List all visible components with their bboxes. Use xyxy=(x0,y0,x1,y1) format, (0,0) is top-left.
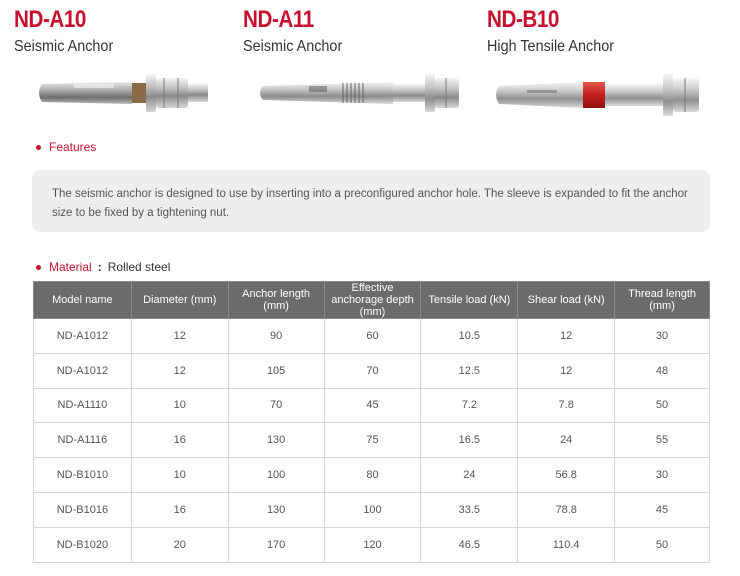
cell-anchor-length: 70 xyxy=(228,388,324,423)
product-code: ND-A11 xyxy=(243,6,314,33)
cell-shear-load: 110.4 xyxy=(518,527,615,562)
material-value: Rolled steel xyxy=(107,260,171,274)
cell-effective-depth: 120 xyxy=(324,527,421,562)
spec-table xyxy=(33,281,710,563)
product-nd-a11 xyxy=(243,6,353,56)
material-label: Material xyxy=(49,260,92,274)
cell-model: ND-A1116 xyxy=(34,423,132,458)
cell-model: ND-A1110 xyxy=(34,388,132,423)
cell-shear-load: 7.8 xyxy=(518,388,615,423)
header-anchor-length: Anchor length (mm) xyxy=(228,282,324,319)
seismic-anchor-image xyxy=(243,64,463,124)
table-row xyxy=(34,492,710,527)
cell-diameter: 10 xyxy=(131,388,228,423)
cell-tensile-load: 7.2 xyxy=(421,388,518,423)
product-nd-b10 xyxy=(487,6,628,56)
table-row xyxy=(34,388,710,423)
cell-model: ND-B1010 xyxy=(34,458,132,493)
header-model-name: Model name xyxy=(34,282,132,319)
cell-thread-length: 50 xyxy=(615,527,710,562)
table-row xyxy=(34,458,710,493)
high-tensile-anchor-image xyxy=(487,64,707,124)
cell-thread-length: 55 xyxy=(615,423,710,458)
cell-effective-depth: 60 xyxy=(324,319,421,354)
seismic-anchor-image xyxy=(14,64,214,124)
product-name: Seismic Anchor xyxy=(243,38,343,55)
features-label: Features xyxy=(49,140,97,154)
cell-anchor-length: 90 xyxy=(228,319,324,354)
cell-diameter: 10 xyxy=(131,458,228,493)
cell-tensile-load: 33.5 xyxy=(421,492,518,527)
cell-model: ND-B1016 xyxy=(34,492,132,527)
table-header-row xyxy=(34,282,710,319)
product-nd-a10 xyxy=(14,6,124,56)
table-row xyxy=(34,319,710,354)
cell-tensile-load: 10.5 xyxy=(421,319,518,354)
cell-anchor-length: 130 xyxy=(228,492,324,527)
material-separator: : xyxy=(97,260,102,274)
header-effective-depth: Effective anchorage depth (mm) xyxy=(324,282,421,319)
cell-tensile-load: 46.5 xyxy=(421,527,518,562)
header-shear-load: Shear load (kN) xyxy=(518,282,615,319)
cell-shear-load: 78.8 xyxy=(518,492,615,527)
cell-tensile-load: 12.5 xyxy=(421,353,518,388)
product-name: Seismic Anchor xyxy=(14,38,114,55)
bullet-icon xyxy=(36,265,41,270)
cell-diameter: 12 xyxy=(131,319,228,354)
cell-thread-length: 45 xyxy=(615,492,710,527)
cell-anchor-length: 170 xyxy=(228,527,324,562)
cell-model: ND-B1020 xyxy=(34,527,132,562)
header-thread-length: Thread length (mm) xyxy=(615,282,710,319)
table-row xyxy=(34,527,710,562)
cell-tensile-load: 16.5 xyxy=(421,423,518,458)
header-diameter: Diameter (mm) xyxy=(131,282,228,319)
cell-shear-load: 56.8 xyxy=(518,458,615,493)
cell-effective-depth: 70 xyxy=(324,353,421,388)
cell-tensile-load: 24 xyxy=(421,458,518,493)
cell-effective-depth: 80 xyxy=(324,458,421,493)
features-description: The seismic anchor is designed to use by inserting into a preconfigured anchor hole. The sleeve is expanded to fit the anchor size to be fixed by a tightening nut. xyxy=(32,170,710,232)
cell-thread-length: 30 xyxy=(615,458,710,493)
cell-model: ND-A1012 xyxy=(34,319,132,354)
cell-shear-load: 12 xyxy=(518,319,615,354)
cell-diameter: 16 xyxy=(131,423,228,458)
cell-shear-load: 24 xyxy=(518,423,615,458)
cell-effective-depth: 100 xyxy=(324,492,421,527)
product-code: ND-A10 xyxy=(14,6,86,33)
cell-shear-load: 12 xyxy=(518,353,615,388)
table-row xyxy=(34,423,710,458)
cell-thread-length: 30 xyxy=(615,319,710,354)
cell-diameter: 16 xyxy=(131,492,228,527)
product-name: High Tensile Anchor xyxy=(487,38,615,55)
cell-diameter: 20 xyxy=(131,527,228,562)
cell-diameter: 12 xyxy=(131,353,228,388)
header-tensile-load: Tensile load (kN) xyxy=(421,282,518,319)
material-heading xyxy=(36,260,170,274)
cell-anchor-length: 105 xyxy=(228,353,324,388)
bullet-icon xyxy=(36,145,41,150)
cell-thread-length: 48 xyxy=(615,353,710,388)
features-heading xyxy=(36,140,96,154)
cell-model: ND-A1012 xyxy=(34,353,132,388)
table-row xyxy=(34,353,710,388)
cell-anchor-length: 130 xyxy=(228,423,324,458)
cell-effective-depth: 75 xyxy=(324,423,421,458)
cell-effective-depth: 45 xyxy=(324,388,421,423)
cell-thread-length: 50 xyxy=(615,388,710,423)
cell-anchor-length: 100 xyxy=(228,458,324,493)
product-code: ND-B10 xyxy=(487,6,559,33)
